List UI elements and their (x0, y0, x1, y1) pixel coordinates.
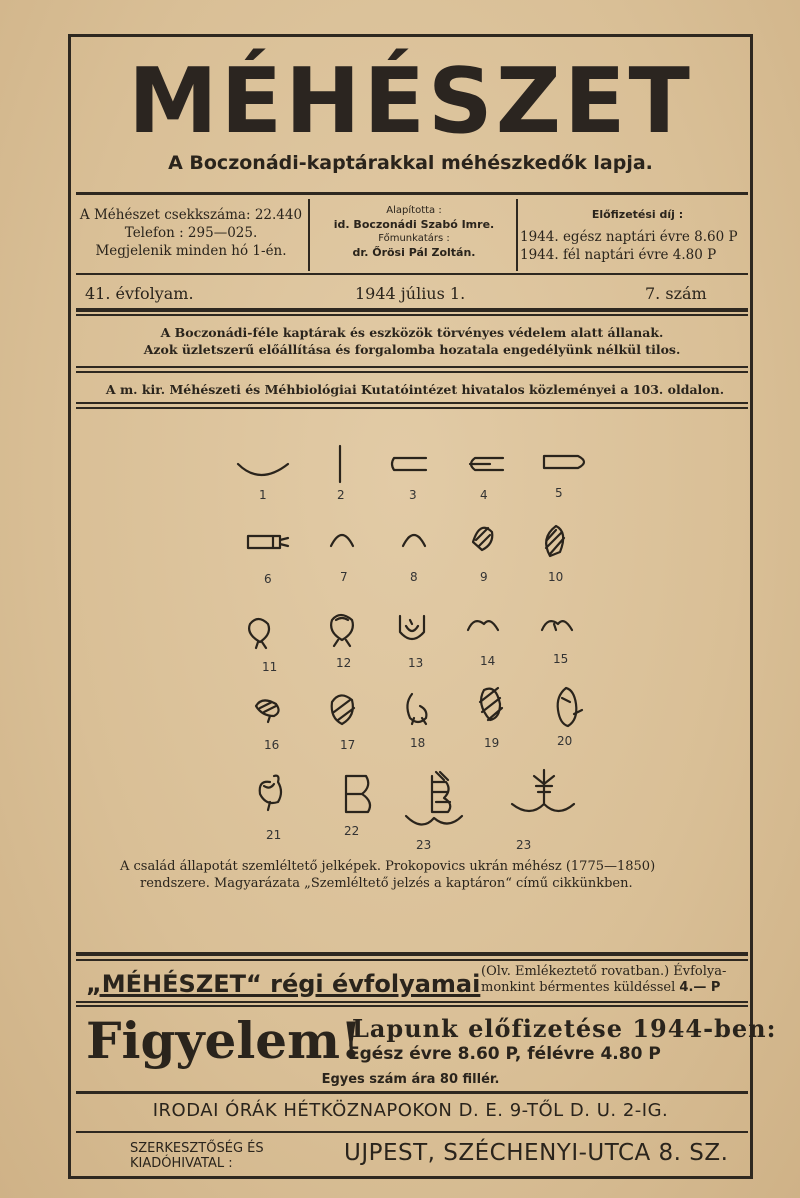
subscription-half-year: 1944. fél naptári évre 4.80 P (520, 247, 717, 263)
issue-date: 1944 július 1. (355, 284, 466, 303)
symbol-5 (544, 456, 584, 468)
office-line: KIADÓHIVATAL : (130, 1156, 233, 1171)
symbol-6 (248, 536, 288, 548)
symbol-14 (468, 621, 498, 630)
publication-frequency: Megjelenik minden hó 1-én. (95, 243, 287, 259)
symbol-number: 19 (484, 736, 500, 750)
symbol-number: 9 (480, 570, 488, 584)
back-issues-price: 4.— P (679, 980, 721, 995)
symbol-number: 23 (416, 838, 432, 852)
subscription-full-year: 1944. egész naptári évre 8.60 P (520, 229, 738, 245)
divider (516, 199, 518, 271)
check-number: A Méhészet csekkszáma: 22.440 (79, 207, 303, 223)
symbol-18 (407, 694, 426, 724)
divider (76, 308, 748, 312)
office-line: SZERKESZTŐSÉG ÉS (130, 1141, 264, 1156)
symbol-22 (346, 776, 370, 812)
symbol-number: 5 (555, 486, 563, 500)
divider (76, 402, 748, 404)
founder-label: Alapította : (386, 205, 442, 216)
symbol-11 (249, 619, 269, 648)
divider (76, 366, 748, 368)
symbol-number: 21 (266, 828, 282, 842)
symbols-caption (100, 858, 740, 892)
divider (76, 959, 748, 961)
editorial-office (130, 1141, 264, 1171)
symbol-number: 8 (410, 570, 418, 584)
office-address: UJPEST, SZÉCHENYI-UTCA 8. SZ. (344, 1140, 729, 1166)
telephone: Telefon : 295—025. (124, 225, 258, 241)
symbol-7 (331, 535, 353, 546)
symbol-13 (400, 616, 424, 639)
colony-symbols-figure (70, 420, 750, 850)
divider (76, 192, 748, 195)
official-notice: A m. kir. Méhészeti és Méhbiológiai Kutatóintézet hivatalos közleményei a 103. oldalon. (105, 382, 725, 397)
divider (76, 952, 748, 956)
symbol-16 (256, 700, 279, 722)
divider (76, 371, 748, 373)
editors-info (312, 204, 516, 260)
legal-notice-line: A Boczonádi-féle kaptárak és eszközök törvényes védelem alatt állanak. (160, 325, 664, 340)
attention-heading: Figyelem! (86, 1011, 362, 1070)
divider (76, 407, 748, 409)
symbol-23a (406, 772, 462, 825)
volume: 41. évfolyam. (85, 284, 194, 303)
symbol-20 (558, 688, 582, 726)
symbol-10 (546, 526, 564, 556)
symbol-3 (392, 458, 426, 470)
symbol-19 (480, 688, 502, 720)
divider (76, 273, 748, 275)
promo-line-2: Egész évre 8.60 P, félévre 4.80 P (348, 1044, 661, 1064)
symbol-number: 14 (480, 654, 496, 668)
symbol-17 (332, 695, 354, 724)
subscription-info (520, 206, 755, 264)
caption-line: rendszere. Magyarázata „Szemléltető jelzés a kaptáron“ című cikkünkben. (140, 876, 633, 891)
symbol-23b (512, 770, 574, 811)
symbol-number: 15 (553, 652, 569, 666)
symbol-number: 3 (409, 488, 417, 502)
symbol-8 (403, 535, 425, 546)
divider (76, 314, 748, 316)
symbol-1 (238, 464, 288, 475)
legal-notice (76, 324, 748, 358)
founder-name: id. Boczonádi Szabó Imre. (333, 218, 495, 231)
caption-line: A család állapotát szemléltető jelképek. Prokopovics ukrán méhész (1775—1850) (120, 859, 656, 874)
legal-notice-line: Azok üzletszerű előállítása és forgalomba hozatala engedélyünk nélkül tilos. (143, 342, 681, 357)
masthead-title: MÉHÉSZET (128, 49, 693, 154)
coworker-label: Főmunkatárs : (378, 233, 450, 244)
divider (76, 1001, 748, 1003)
symbol-number: 17 (340, 738, 356, 752)
publication-info (76, 206, 306, 260)
divider (308, 199, 310, 271)
symbol-15 (542, 621, 572, 630)
back-issues-note-line: monkint bérmentes küldéssel 4.— P (481, 980, 721, 995)
symbol-number: 10 (548, 570, 564, 584)
office-hours: IRODAI ÓRÁK HÉTKÖZNAPOKON D. E. 9-TŐL D. U. 2-IG. (152, 1100, 669, 1121)
symbol-number: 4 (480, 488, 488, 502)
back-issues-note-line: (Olv. Emlékeztető rovatban.) Évfolya- (481, 964, 727, 979)
divider (76, 1005, 748, 1007)
masthead-subtitle: A Boczonádi-kaptárakkal méhészkedők lapja. (168, 152, 653, 174)
single-copy-price: Egyes szám ára 80 fillér. (321, 1072, 500, 1087)
symbol-21 (260, 776, 281, 810)
symbol-number: 1 (259, 488, 267, 502)
symbol-number: 23 (516, 838, 532, 852)
back-issues-note (481, 964, 751, 996)
coworker-name: dr. Őrösi Pál Zoltán. (352, 246, 476, 259)
issue-line (85, 284, 745, 306)
divider (76, 1131, 748, 1133)
back-issues-title: „MÉHÉSZET“ régi évfolyamai (86, 970, 481, 998)
subscription-label: Előfizetési díj : (591, 208, 684, 221)
symbol-number: 22 (344, 824, 360, 838)
symbol-number: 16 (264, 738, 280, 752)
symbol-number: 2 (337, 488, 345, 502)
divider (76, 1091, 748, 1094)
symbol-number: 13 (408, 656, 424, 670)
symbol-number: 11 (262, 660, 278, 674)
symbol-number: 12 (336, 656, 352, 670)
symbol-9 (473, 528, 492, 550)
promo-line-1: Lapunk előfizetése 1944-ben: (352, 1014, 777, 1043)
symbol-12 (331, 615, 353, 646)
symbol-number: 20 (557, 734, 573, 748)
symbol-number: 7 (340, 570, 348, 584)
issue-number: 7. szám (645, 284, 707, 303)
symbol-number: 6 (264, 572, 272, 586)
symbol-number: 18 (410, 736, 426, 750)
symbol-4 (470, 458, 503, 470)
